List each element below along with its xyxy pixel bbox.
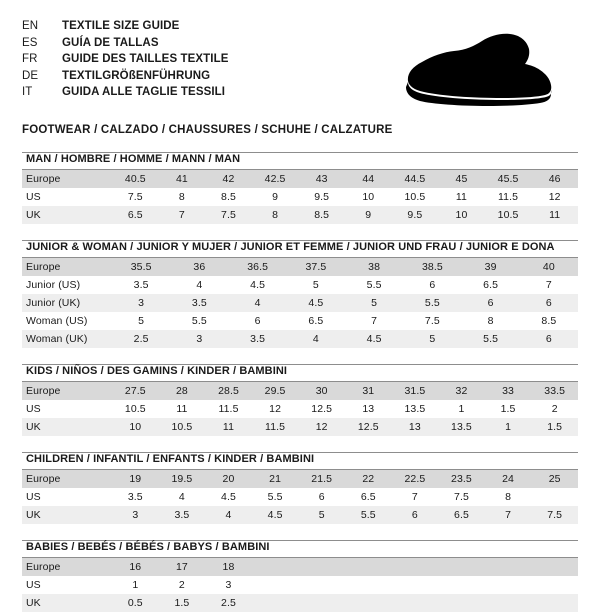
- cell: 36.5: [229, 258, 287, 276]
- cell: [531, 594, 578, 612]
- cell: 7: [520, 276, 578, 294]
- cell: 9.5: [392, 206, 439, 224]
- cell: 13: [392, 418, 439, 436]
- table-row: [22, 330, 578, 348]
- cell: [252, 594, 299, 612]
- size-group-junior-woman: [22, 240, 578, 348]
- cell: 7: [392, 488, 439, 506]
- cell: 4: [287, 330, 345, 348]
- cell: [531, 576, 578, 594]
- cell: 23.5: [438, 470, 485, 488]
- cell: 6: [403, 276, 461, 294]
- cell: 45: [438, 170, 485, 188]
- cell: 6.5: [438, 506, 485, 524]
- language-row: [22, 18, 229, 35]
- table-row: [22, 294, 578, 312]
- cell: 13: [345, 400, 392, 418]
- cell: [485, 558, 532, 576]
- cell: 17: [159, 558, 206, 576]
- cell: 4.5: [205, 488, 252, 506]
- row-label: Junior (UK): [22, 294, 112, 312]
- cell: 12.5: [345, 418, 392, 436]
- cell: 7.5: [112, 188, 159, 206]
- cell: 13.5: [438, 418, 485, 436]
- cell: 12.5: [298, 400, 345, 418]
- cell: [392, 594, 439, 612]
- group-title: BABIES / BEBÉS / BÉBÉS / BABYS / BAMBINI: [26, 541, 270, 553]
- cell: 21: [252, 470, 299, 488]
- row-label: Europe: [22, 258, 112, 276]
- cell: 12: [298, 418, 345, 436]
- cell: [485, 576, 532, 594]
- language-title: TEXTILGRÖßENFÜHRUNG: [62, 69, 211, 82]
- cell: 3.5: [229, 330, 287, 348]
- size-table: [22, 382, 578, 436]
- cell: 20: [205, 470, 252, 488]
- size-table: [22, 470, 578, 524]
- row-label: Europe: [22, 558, 112, 576]
- size-group-kids: [22, 364, 578, 436]
- row-label: US: [22, 400, 112, 418]
- cell: 22: [345, 470, 392, 488]
- cell: 39: [462, 258, 520, 276]
- cell: 35.5: [112, 258, 170, 276]
- language-code: EN: [22, 20, 39, 32]
- table-row: [22, 188, 578, 206]
- size-table: [22, 558, 578, 612]
- cell: 13.5: [392, 400, 439, 418]
- cell: 5.5: [170, 312, 228, 330]
- language-title-list: [22, 18, 229, 101]
- language-title: GUÍA DE TALLAS: [62, 36, 159, 49]
- cell: 10.5: [392, 188, 439, 206]
- cell: 31: [345, 382, 392, 400]
- row-label: Woman (US): [22, 312, 112, 330]
- table-row: [22, 506, 578, 524]
- language-row: [22, 68, 229, 85]
- cell: 4.5: [345, 330, 403, 348]
- cell: [392, 558, 439, 576]
- table-row: [22, 382, 578, 400]
- cell: 4: [170, 276, 228, 294]
- cell: 7.5: [531, 506, 578, 524]
- cell: 3.5: [112, 488, 159, 506]
- cell: 27.5: [112, 382, 159, 400]
- row-label: US: [22, 188, 112, 206]
- cell: 5: [112, 312, 170, 330]
- cell: 5: [345, 294, 403, 312]
- cell: 40.5: [112, 170, 159, 188]
- cell: 7: [345, 312, 403, 330]
- cell: 9: [252, 188, 299, 206]
- language-row: [22, 35, 229, 52]
- cell: 38: [345, 258, 403, 276]
- row-label: Woman (UK): [22, 330, 112, 348]
- cell: 5.5: [345, 276, 403, 294]
- cell: 11.5: [252, 418, 299, 436]
- row-label: Junior (US): [22, 276, 112, 294]
- language-title: GUIDE DES TAILLES TEXTILE: [62, 53, 229, 65]
- dress-shoe-icon: [362, 32, 552, 110]
- cell: 44.5: [392, 170, 439, 188]
- cell: 41: [159, 170, 206, 188]
- cell: 4.5: [252, 506, 299, 524]
- cell: 4: [229, 294, 287, 312]
- cell: 11: [438, 188, 485, 206]
- cell: 19: [112, 470, 159, 488]
- cell: 22.5: [392, 470, 439, 488]
- table-row: [22, 488, 578, 506]
- language-row: [22, 51, 229, 68]
- language-code: ES: [22, 36, 38, 49]
- cell: [298, 558, 345, 576]
- cell: 6: [392, 506, 439, 524]
- cell: 0.5: [112, 594, 159, 612]
- row-label: US: [22, 488, 112, 506]
- cell: 8.5: [520, 312, 578, 330]
- cell: 5.5: [403, 294, 461, 312]
- cell: 2.5: [205, 594, 252, 612]
- group-title: JUNIOR & WOMAN / JUNIOR Y MUJER / JUNIOR ET FEMME / JUNIOR UND FRAU / JUNIOR E DONA: [26, 241, 555, 253]
- cell: 2: [531, 400, 578, 418]
- cell: 2: [159, 576, 206, 594]
- cell: 3.5: [170, 294, 228, 312]
- cell: [438, 558, 485, 576]
- language-code: IT: [22, 86, 33, 98]
- group-title: CHILDREN / INFANTIL / ENFANTS / KINDER / BAMBINI: [26, 453, 315, 465]
- table-row: [22, 170, 578, 188]
- cell: [438, 576, 485, 594]
- cell: 28.5: [205, 382, 252, 400]
- cell: 8: [485, 488, 532, 506]
- cell: 8.5: [205, 188, 252, 206]
- cell: 33.5: [531, 382, 578, 400]
- cell: 7.5: [403, 312, 461, 330]
- table-row: [22, 206, 578, 224]
- cell: 6: [520, 294, 578, 312]
- table-row: [22, 258, 578, 276]
- cell: 1.5: [531, 418, 578, 436]
- cell: 10: [345, 188, 392, 206]
- cell: [485, 594, 532, 612]
- cell: 6: [520, 330, 578, 348]
- cell: 3.5: [159, 506, 206, 524]
- group-title: MAN / HOMBRE / HOMME / MANN / MAN: [26, 153, 241, 165]
- cell: [345, 576, 392, 594]
- size-table: [22, 170, 578, 224]
- cell: [298, 576, 345, 594]
- group-title: KIDS / NIÑOS / DES GAMINS / KINDER / BAMBINI: [26, 365, 288, 377]
- table-row: [22, 558, 578, 576]
- cell: 6: [462, 294, 520, 312]
- cell: 29.5: [252, 382, 299, 400]
- table-row: [22, 594, 578, 612]
- size-group-children: [22, 452, 578, 524]
- cell: 1: [438, 400, 485, 418]
- cell: 6: [298, 488, 345, 506]
- language-code: FR: [22, 53, 38, 65]
- cell: 5: [287, 276, 345, 294]
- cell: 3: [170, 330, 228, 348]
- cell: 31.5: [392, 382, 439, 400]
- cell: 4: [159, 488, 206, 506]
- language-code: DE: [22, 69, 39, 82]
- cell: 3: [112, 294, 170, 312]
- cell: 33: [485, 382, 532, 400]
- cell: 21.5: [298, 470, 345, 488]
- cell: 8: [462, 312, 520, 330]
- cell: 1: [485, 418, 532, 436]
- cell: [531, 558, 578, 576]
- cell: 40: [520, 258, 578, 276]
- cell: 36: [170, 258, 228, 276]
- language-title: TEXTILE SIZE GUIDE: [62, 20, 180, 32]
- cell: 4.5: [229, 276, 287, 294]
- footwear-section-title: FOOTWEAR / CALZADO / CHAUSSURES / SCHUHE / CALZATURE: [22, 124, 393, 136]
- cell: [298, 594, 345, 612]
- cell: 7: [159, 206, 206, 224]
- row-label: Europe: [22, 382, 112, 400]
- cell: 12: [252, 400, 299, 418]
- row-label: UK: [22, 206, 112, 224]
- row-label: Europe: [22, 170, 112, 188]
- row-label: UK: [22, 506, 112, 524]
- cell: 8: [159, 188, 206, 206]
- cell: 2.5: [112, 330, 170, 348]
- cell: 5.5: [462, 330, 520, 348]
- cell: 4: [205, 506, 252, 524]
- cell: 25: [531, 470, 578, 488]
- cell: 9: [345, 206, 392, 224]
- cell: 3: [205, 576, 252, 594]
- cell: 7.5: [438, 488, 485, 506]
- cell: 16: [112, 558, 159, 576]
- cell: 6: [229, 312, 287, 330]
- cell: 19.5: [159, 470, 206, 488]
- cell: 11: [159, 400, 206, 418]
- cell: 45.5: [485, 170, 532, 188]
- size-group-man: [22, 152, 578, 224]
- table-row: [22, 312, 578, 330]
- table-row: [22, 418, 578, 436]
- size-table: [22, 258, 578, 348]
- table-row: [22, 576, 578, 594]
- cell: 37.5: [287, 258, 345, 276]
- page-header: [22, 18, 578, 110]
- language-title: GUIDA ALLE TAGLIE TESSILI: [62, 86, 226, 98]
- cell: [252, 576, 299, 594]
- table-row: [22, 400, 578, 418]
- cell: 10.5: [112, 400, 159, 418]
- table-row: [22, 276, 578, 294]
- row-label: US: [22, 576, 112, 594]
- cell: 1.5: [485, 400, 532, 418]
- cell: 8: [252, 206, 299, 224]
- cell: 6.5: [345, 488, 392, 506]
- cell: [345, 558, 392, 576]
- cell: 6.5: [112, 206, 159, 224]
- cell: 7: [485, 506, 532, 524]
- cell: 44: [345, 170, 392, 188]
- row-label: UK: [22, 594, 112, 612]
- cell: 5: [298, 506, 345, 524]
- cell: [438, 594, 485, 612]
- cell: [392, 576, 439, 594]
- size-group-babies: [22, 540, 578, 612]
- cell: 24: [485, 470, 532, 488]
- cell: 8.5: [298, 206, 345, 224]
- cell: [531, 488, 578, 506]
- cell: 4.5: [287, 294, 345, 312]
- cell: 5.5: [252, 488, 299, 506]
- cell: 7.5: [205, 206, 252, 224]
- cell: [345, 594, 392, 612]
- cell: [252, 558, 299, 576]
- language-row: [22, 84, 229, 101]
- cell: 11: [531, 206, 578, 224]
- cell: 10.5: [159, 418, 206, 436]
- cell: 10: [112, 418, 159, 436]
- cell: 30: [298, 382, 345, 400]
- cell: 10.5: [485, 206, 532, 224]
- cell: 10: [438, 206, 485, 224]
- cell: 1: [112, 576, 159, 594]
- row-label: Europe: [22, 470, 112, 488]
- row-label: UK: [22, 418, 112, 436]
- cell: 11.5: [205, 400, 252, 418]
- cell: 42.5: [252, 170, 299, 188]
- table-row: [22, 470, 578, 488]
- cell: 32: [438, 382, 485, 400]
- cell: 9.5: [298, 188, 345, 206]
- cell: 6.5: [462, 276, 520, 294]
- cell: 3.5: [112, 276, 170, 294]
- cell: 43: [298, 170, 345, 188]
- cell: 12: [531, 188, 578, 206]
- cell: 6.5: [287, 312, 345, 330]
- cell: 28: [159, 382, 206, 400]
- cell: 5: [403, 330, 461, 348]
- cell: 1.5: [159, 594, 206, 612]
- cell: 46: [531, 170, 578, 188]
- cell: 42: [205, 170, 252, 188]
- cell: 18: [205, 558, 252, 576]
- cell: 5.5: [345, 506, 392, 524]
- cell: 11.5: [485, 188, 532, 206]
- cell: 38.5: [403, 258, 461, 276]
- cell: 11: [205, 418, 252, 436]
- cell: 3: [112, 506, 159, 524]
